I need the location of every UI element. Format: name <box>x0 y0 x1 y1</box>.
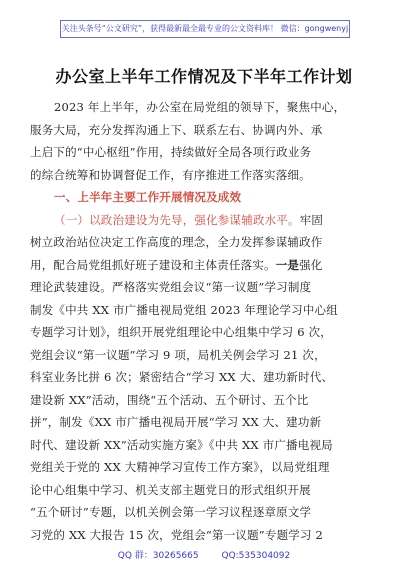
paragraph-line: 树立政治站位决定工作高度的理念，全力发挥参谋辅政作 <box>30 235 323 249</box>
paragraph-line: 拼”，制发《XX 市广播电视局开展“学习 XX 大、建功新 <box>30 415 322 429</box>
paragraph-line: 时代、建设新 XX”活动实施方案》《中共 XX 市广播电视局 <box>30 437 333 452</box>
section-heading: 一、上半年主要工作开展情况及成效 <box>54 190 242 204</box>
document-body <box>30 96 378 546</box>
emphasis-marker: 一是 <box>275 257 300 272</box>
subheading-line <box>30 209 378 232</box>
intro-line: 2023 年上半年，办公室在局党组的领导下，聚焦中心， <box>54 100 346 114</box>
paragraph-line: 党组关于党的 XX 大精神学习宣传工作方案》，以局党组理 <box>30 460 330 474</box>
intro-line: 服务大局，充分发挥沟通上下、联系左右、协调内外、承 <box>30 122 323 137</box>
paragraph-line: 论中心组集中学习、机关支部主题党日的形式组织开展 <box>30 482 311 497</box>
paragraph-line: 建设新 XX”活动，围绕“五个活动、五个研讨、五个比 <box>30 392 309 407</box>
paragraph-line <box>30 254 378 277</box>
paragraph-line: “五个研讨”专题，以机关例会第一学习议程逐章原文学 <box>30 505 312 519</box>
paragraph-line: 制发《中共 XX 市广播电视局党组 2023 年理论学习中心组 <box>30 302 338 317</box>
intro-line: 的综合统筹和协调督促工作，有序推进工作落实落细。 <box>30 167 311 182</box>
paragraph-line: 理论武装建设。严格落实党组会议“第一议题”学习制度 <box>30 280 312 294</box>
paragraph-text: 强化 <box>299 257 323 272</box>
document-title: 办公室上半年工作情况及下半年工作计划 <box>55 67 353 86</box>
footer <box>0 548 408 564</box>
top-banner: 关注头条号“公文研究”，获得最新最全最专业的公文资料库！ 微信：gongwenyj <box>60 20 350 38</box>
paragraph-line: 专题学习计划》，组织开展党组理论中心组集中学习 6 次， <box>30 325 332 339</box>
paragraph-line: 党组会议“第一议题”学习 9 项，局机关例会学习 21 次， <box>30 347 326 362</box>
subheading-tail: 牢固 <box>299 212 324 227</box>
footer-qq: QQ:535304092 <box>221 551 291 561</box>
footer-qq-group: QQ 群：30265665 <box>117 551 199 561</box>
paragraph-line: 科室业务比拼 6 次；紧密结合“学习 XX 大、建功新时代、 <box>30 370 334 384</box>
paragraph-line: 习党的 XX 大报告 15 次，党组会“第一议题”专题学习 2 <box>30 527 324 542</box>
subheading: （一）以政治建设为先导，强化参谋辅政水平。 <box>54 212 300 227</box>
intro-line: 上启下的“中心枢纽”作用，持续做好全局各项行政业务 <box>30 145 312 159</box>
paragraph-text: 用，配合局党组抓好班子建设和主体责任落实。 <box>30 257 276 272</box>
